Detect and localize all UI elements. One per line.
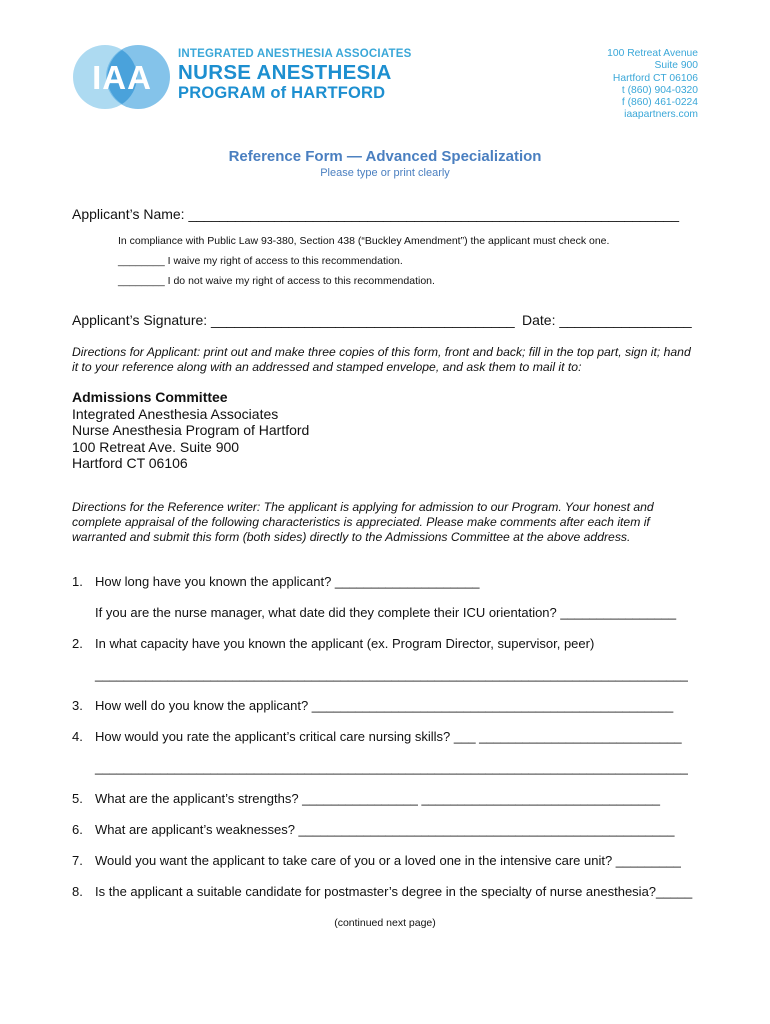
applicant-signature-field[interactable]: Applicant’s Signature: _______________________________________ — [72, 312, 515, 328]
question-number: 2. — [72, 636, 83, 651]
mail-to-address — [72, 389, 309, 472]
question-strengths[interactable]: What are the applicant’s strengths? ________________ _________________________________ — [95, 791, 661, 806]
question-known-duration[interactable]: How long have you known the applicant? ____________________ — [95, 574, 480, 589]
question-how-well[interactable]: How well do you know the applicant? __________________________________________________ — [95, 698, 674, 713]
question-number: 1. — [72, 574, 83, 589]
mail-to-heading: Admissions Committee — [72, 389, 228, 405]
date-field[interactable]: Date: _________________ — [522, 312, 692, 328]
question-care-for-loved-one[interactable]: Would you want the applicant to take care of you or a loved one in the intensive care unit? _________ — [95, 853, 681, 868]
compliance-notice: In compliance with Public Law 93-380, Section 438 (“Buckley Amendment”) the applicant must check one. — [118, 235, 610, 247]
question-weaknesses[interactable]: What are applicant’s weaknesses? ____________________________________________________ — [95, 822, 675, 837]
form-title: Reference Form — Advanced Specialization — [228, 148, 542, 165]
question-icu-orientation[interactable]: If you are the nurse manager, what date did they complete their ICU orientation? ________________ — [95, 605, 677, 620]
mail-to-line: Hartford CT 06106 — [72, 455, 188, 471]
question-number: 7. — [72, 853, 83, 868]
question-suitable-candidate[interactable]: Is the applicant a suitable candidate for postmaster’s degree in the specialty of nurse anesthesia?_____ — [95, 884, 693, 899]
address-phone: t (860) 904-0320 — [621, 84, 698, 96]
org-address — [607, 48, 698, 122]
applicant-name-field[interactable]: Applicant’s Name: _______________________________________________________________ — [72, 206, 679, 222]
question-number: 5. — [72, 791, 83, 806]
question-number: 3. — [72, 698, 83, 713]
answer-line[interactable]: __________________________________________________________________________________ — [95, 760, 688, 775]
question-number: 6. — [72, 822, 83, 837]
continued-note: (continued next page) — [334, 917, 436, 929]
address-line: Suite 900 — [654, 60, 698, 72]
directions-writer: Directions for the Reference writer: The applicant is applying for admission to our Program. Your honest and complete appraisal of the following characteristics is appreciated. Please make comments after each item if warranted and submit this form (both sides) directly to the Admissions Committee at the above address. — [72, 500, 654, 544]
waive-access-option[interactable]: ________ I waive my right of access to this recommendation. — [118, 255, 403, 267]
answer-line[interactable]: __________________________________________________________________________________ — [95, 667, 688, 682]
logo-mark-text: IAA — [92, 59, 152, 96]
org-logo — [72, 44, 412, 110]
not-waive-access-option[interactable]: ________ I do not waive my right of access to this recommendation. — [118, 275, 435, 287]
question-nursing-skills[interactable]: How would you rate the applicant’s critical care nursing skills? ___ ____________________________ — [95, 729, 682, 744]
question-number: 4. — [72, 729, 83, 744]
org-name-line1: INTEGRATED ANESTHESIA ASSOCIATES — [178, 48, 412, 60]
mail-to-line: Integrated Anesthesia Associates — [72, 405, 279, 422]
address-website: iaapartners.com — [624, 109, 698, 121]
mail-to-line: Nurse Anesthesia Program of Hartford — [72, 422, 310, 438]
address-line: 100 Retreat Avenue — [607, 48, 698, 59]
org-name-line3: PROGRAM of HARTFORD — [178, 84, 386, 102]
address-fax: f (860) 461-0224 — [621, 97, 698, 109]
mail-to-line: 100 Retreat Ave. Suite 900 — [72, 438, 240, 455]
question-capacity: In what capacity have you known the applicant (ex. Program Director, supervisor, peer) — [95, 636, 595, 651]
org-name-line2: NURSE ANESTHESIA — [178, 61, 392, 84]
iaa-logo-mark — [72, 44, 172, 110]
form-subtitle: Please type or print clearly — [320, 167, 450, 179]
question-number: 8. — [72, 884, 83, 899]
directions-applicant: Directions for Applicant: print out and make three copies of this form, front and back; fill in the top part, sign it; hand it to your reference along with an addressed and stamped envelope, and ask them to mail it to: — [72, 345, 691, 374]
address-line: Hartford CT 06106 — [612, 72, 698, 84]
